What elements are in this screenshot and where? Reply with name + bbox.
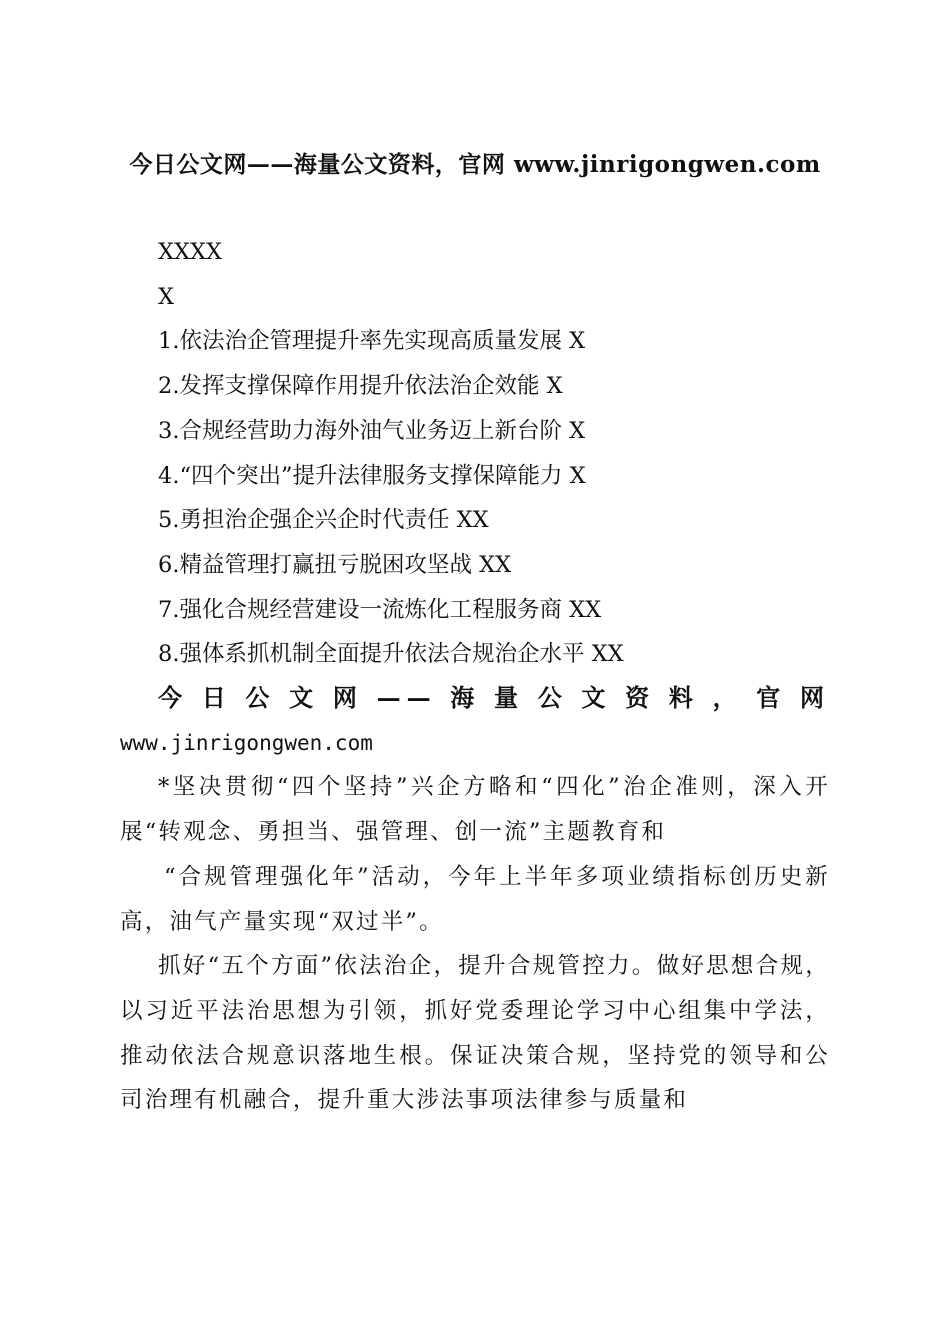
paragraph-1: *坚决贯彻“四个坚持”兴企方略和“四化”治企准则，深入开展“转观念、勇担当、强管理、创一流”主题教育和 <box>120 774 830 846</box>
toc-title: XXXX <box>158 239 223 265</box>
toc-item-3: 3.合规经营助力海外油气业务迈上新台阶 X <box>158 417 586 444</box>
table-of-contents <box>120 230 830 677</box>
toc-subtitle: X <box>158 283 175 310</box>
toc-item-7: 7.强化合规经营建设一流炼化工程服务商 XX <box>158 596 602 623</box>
paragraph-3: 抓好“五个方面”依法治企，提升合规管控力。做好思想合规，以习近平法治思想为引领，抓好党委理论学习中心组集中学法，推动依法合规意识落地生根。保证决策合规，坚持党的领导和公司治理有机融合，提升重大涉法事项法律参与质量和 <box>120 953 830 1114</box>
watermark-url: www.jinrigongwen.com <box>120 730 373 755</box>
page-header-title: 今日公文网——海量公文资料，官网 www.jinrigongwen.com <box>129 151 821 178</box>
toc-item-4: 4.“四个突出”提升法律服务支撑保障能力 X <box>158 462 586 489</box>
toc-item-1: 1.依法治企管理提升率先实现高质量发展 X <box>158 328 586 355</box>
toc-item-8: 8.强体系抓机制全面提升依法合规治企水平 XX <box>158 641 624 668</box>
paragraph-2: “合规管理强化年”活动，今年上半年多项业绩指标创历史新高，油气产量实现“双过半”。 <box>120 863 830 935</box>
toc-item-2: 2.发挥支撑保障作用提升依法治企效能 X <box>158 373 563 400</box>
body-content <box>120 676 830 1123</box>
watermark-banner: 今日公文网——海量公文资料，官网 <box>158 683 830 712</box>
toc-item-5: 5.勇担治企强企兴企时代责任 XX <box>158 507 489 534</box>
toc-item-6: 6.精益管理打赢扭亏脱困攻坚战 XX <box>158 551 512 578</box>
